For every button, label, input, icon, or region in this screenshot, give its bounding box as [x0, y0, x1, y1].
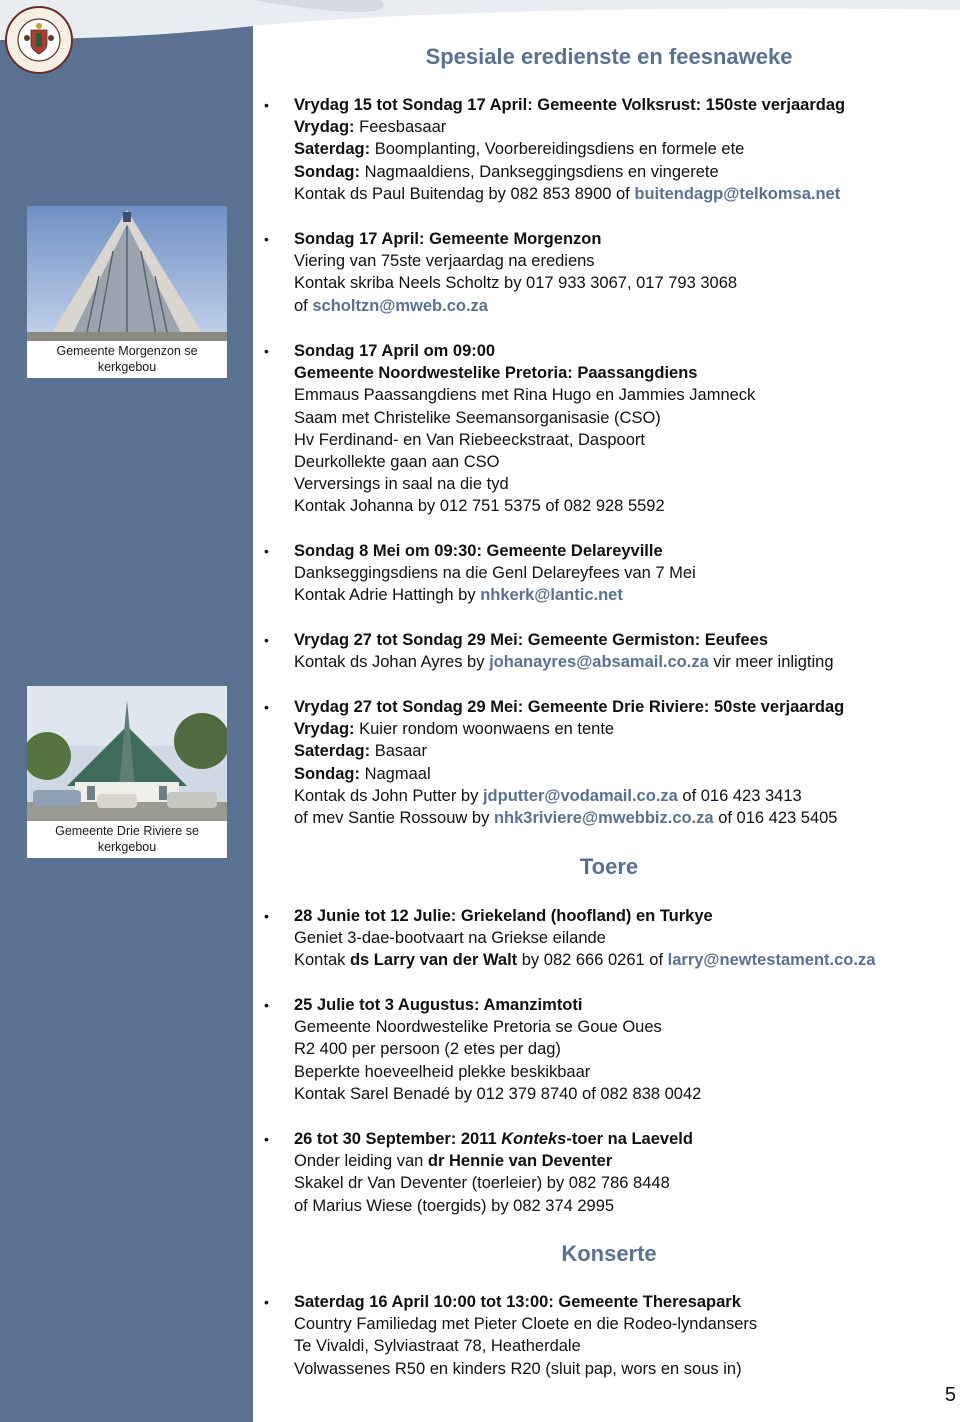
event-title: Sondag 17 April: Gemeente Morgenzon: [294, 230, 602, 248]
bullet-icon: •: [264, 699, 269, 715]
day-text: Nagmaaldiens, Dankseggingsdiens en vingerete: [360, 162, 719, 181]
tour-leader: dr Hennie van Deventer: [427, 1152, 613, 1171]
photo-caption: Gemeente Drie Riviere se kerkgebou: [55, 824, 199, 854]
photo-drie-riviere-church: [27, 686, 227, 858]
tour-detail: Skakel dr Van Deventer (toerleier) by 082 786 8448: [294, 1174, 670, 1193]
event-title: Vrydag 15 tot Sondag 17 April: Gemeente Volksrust: 150ste verjaardag: [294, 96, 846, 114]
contact-text: Kontak Adrie Hattingh by: [294, 586, 481, 605]
contact-text: of: [294, 296, 313, 315]
day-text: Feesbasaar: [354, 118, 447, 137]
tour-detail: Beperkte hoeveelheid plekke beskikbaar: [294, 1062, 591, 1081]
day-label: Saterdag:: [294, 742, 371, 761]
morgenzon-church-image: [27, 206, 227, 341]
event-detail: Kontak Johanna by 012 751 5375 of 082 928 5592: [294, 497, 665, 516]
event-detail: Verversings in saal na die tyd: [294, 475, 509, 494]
bullet-icon: •: [264, 343, 269, 359]
email-link[interactable]: buitendagp@telkomsa.net: [634, 184, 841, 203]
photo-caption: Gemeente Morgenzon se kerkgebou: [56, 344, 198, 374]
bullet-icon: •: [264, 231, 269, 247]
tour-detail: of Marius Wiese (toergids) by 082 374 2995: [294, 1196, 615, 1215]
tour-title-part: 26 tot 30 September: 2011: [294, 1130, 502, 1148]
email-link[interactable]: scholtzn@mweb.co.za: [312, 296, 488, 315]
day-text: Boomplanting, Voorbereidingsdiens en formele ete: [370, 140, 745, 159]
contact-text: Kontak ds Johan Ayres by: [294, 653, 490, 672]
day-label: Sondag:: [294, 764, 360, 783]
bullet-icon: •: [264, 97, 269, 113]
email-link[interactable]: nhkerk@lantic.net: [480, 586, 623, 605]
email-link[interactable]: larry@newtestament.co.za: [667, 951, 876, 970]
event-title: Sondag 17 April om 09:00: [294, 342, 496, 360]
contact-person: ds Larry van der Walt: [349, 951, 518, 970]
tour-title: 28 Junie tot 12 Julie: Griekeland (hoofland) en Turkye: [294, 907, 713, 925]
email-link[interactable]: johanayres@absamail.co.za: [489, 653, 709, 672]
tour-detail: Geniet 3-dae-bootvaart na Griekse eilande: [294, 929, 606, 948]
event-detail: Dankseggingsdiens na die Genl Delareyfees van 7 Mei: [294, 564, 696, 583]
tour-detail: Kontak Sarel Benadé by 012 379 8740 of 082 838 0042: [294, 1084, 702, 1103]
event-detail: Kontak skriba Neels Scholtz by 017 933 3067, 017 793 3068: [294, 274, 738, 293]
day-label: Vrydag:: [294, 118, 355, 137]
tour-detail: Onder leiding van: [294, 1152, 428, 1171]
contact-text: Kontak ds John Putter by: [294, 786, 483, 805]
day-text: Basaar: [370, 742, 427, 761]
event-detail: Viering van 75ste verjaardag na erediens: [294, 252, 595, 271]
concert-detail: Country Familiedag met Pieter Cloete en die Rodeo-lyndansers: [294, 1315, 758, 1334]
bullet-icon: •: [264, 908, 269, 924]
contact-text: Kontak ds Paul Buitendag by 082 853 8900 of: [294, 184, 635, 203]
bullet-icon: •: [264, 1131, 269, 1147]
email-link[interactable]: jdputter@vodamail.co.za: [482, 786, 678, 805]
church-seal-logo: [5, 6, 73, 74]
contact-text: of mev Santie Rossouw by: [294, 809, 494, 828]
event-title: Vrydag 27 tot Sondag 29 Mei: Gemeente Drie Riviere: 50ste verjaardag: [294, 698, 845, 716]
photo-morgenzon-church: [27, 206, 227, 378]
event-title: Sondag 8 Mei om 09:30: Gemeente Delareyville: [294, 542, 663, 560]
bullet-icon: •: [264, 632, 269, 648]
event-detail: Deurkollekte gaan aan CSO: [294, 453, 500, 472]
tour-title: 25 Julie tot 3 Augustus: Amanzimtoti: [294, 996, 583, 1014]
event-title: Vrydag 27 tot Sondag 29 Mei: Gemeente Germiston: Eeufees: [294, 631, 769, 649]
section-heading-toere: Toere: [579, 854, 639, 879]
event-detail: Emmaus Paassangdiens met Rina Hugo en Jammies Jamneck: [294, 386, 756, 405]
contact-suffix: of 016 423 3413: [677, 786, 802, 805]
tour-detail: Gemeente Noordwestelike Pretoria se Goue Oues: [294, 1018, 662, 1037]
day-text: Nagmaal: [360, 764, 431, 783]
contact-suffix: by 082 666 0261 of: [517, 951, 668, 970]
tour-detail: R2 400 per persoon (2 etes per dag): [294, 1040, 561, 1059]
section-heading-konserte: Konserte: [561, 1241, 657, 1266]
contact-suffix: vir meer inligting: [708, 653, 834, 672]
concert-detail: Te Vivaldi, Sylviastraat 78, Heatherdale: [294, 1337, 581, 1356]
bullet-icon: •: [264, 1294, 269, 1310]
tour-title-italic: Konteks: [501, 1130, 567, 1148]
concert-title: Saterdag 16 April 10:00 tot 13:00: Gemeente Theresapark: [294, 1293, 741, 1311]
concert-detail: Volwassenes R50 en kinders R20 (sluit pap, wors en sous in): [294, 1359, 742, 1378]
page-number: 5: [944, 1384, 956, 1406]
bullet-icon: •: [264, 543, 269, 559]
day-label: Sondag:: [294, 162, 360, 181]
event-detail: Hv Ferdinand- en Van Riebeeckstraat, Daspoort: [294, 430, 645, 449]
tour-title-part: -toer na Laeveld: [566, 1130, 693, 1148]
drie-riviere-church-image: [27, 686, 227, 821]
day-label: Saterdag:: [294, 140, 371, 159]
contact-text: Kontak: [294, 951, 350, 970]
contact-suffix: of 016 423 5405: [713, 809, 838, 828]
day-text: Kuier rondom woonwaens en tente: [354, 720, 615, 739]
event-detail: Saam met Christelike Seemansorganisasie (CSO): [294, 408, 661, 427]
event-subtitle: Gemeente Noordwestelike Pretoria: Paassangdiens: [294, 364, 698, 383]
section-heading-eredienste: Spesiale eredienste en feesnaweke: [425, 44, 793, 69]
bullet-icon: •: [264, 997, 269, 1013]
day-label: Vrydag:: [294, 720, 355, 739]
email-link[interactable]: nhk3riviere@mwebbiz.co.za: [493, 809, 714, 828]
